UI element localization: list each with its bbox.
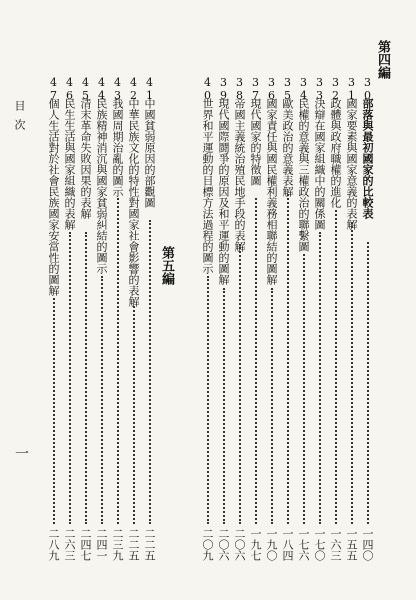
running-head: 目次 (13, 100, 26, 138)
entry-page: 一七〇 (313, 528, 326, 561)
entry-page: 二二五 (143, 528, 156, 561)
leader-dots (149, 220, 151, 524)
entry-number: 46 (63, 76, 76, 102)
entry-title: 世界和平運動的目標方法過程的圖示 (201, 98, 214, 274)
entry-title: 中國貧弱原因的部觀圖 (143, 98, 156, 208)
entry-number: 38 (233, 76, 246, 102)
folio: 一 (13, 446, 29, 460)
entry-title: 部落與最初國家的比較表 (361, 98, 374, 219)
entry-title: 歐美政治的意義表解 (281, 98, 294, 197)
entry-title: 民生生活與國家組織的表解 (63, 98, 76, 230)
entry-title: 個人生活對於社會民族國家安當性的圖解 (47, 98, 60, 296)
leader-dots (335, 210, 337, 524)
section-header-5: 第五編 (159, 246, 174, 285)
entry-page: 一九七 (249, 528, 262, 561)
leader-dots (271, 288, 273, 524)
entry-title: 民權的意義與三權政治的聯繫圖 (297, 98, 310, 252)
entry-number: 33 (313, 76, 326, 102)
entry-page: 二〇六 (217, 528, 230, 561)
entry-number: 30 (361, 76, 374, 102)
entry-title: 我國周期治亂的圖示 (111, 98, 124, 197)
leader-dots (287, 194, 289, 524)
entry-title: 國家要素與國家意義的表解 (345, 98, 358, 230)
entry-title: 國家責任與國民權利義務相聯結的圖解 (265, 98, 278, 285)
entry-page: 一七六 (297, 528, 310, 561)
entry-number: 44 (95, 76, 108, 102)
entry-page: 一九〇 (265, 528, 278, 561)
entry-number: 35 (281, 76, 294, 102)
leader-dots (255, 198, 257, 524)
entry-title: 現代國家的特徵圖 (249, 98, 262, 186)
entry-title: 清末革命失敗因果的表解 (79, 98, 92, 219)
entry-number: 41 (143, 76, 156, 102)
entry-page: 二八九 (47, 528, 60, 561)
leader-dots (53, 298, 55, 524)
leader-dots (351, 222, 353, 524)
entry-number: 36 (265, 76, 278, 102)
entry-page: 一六三 (329, 528, 342, 561)
entry-page: 一五五 (345, 528, 358, 561)
entry-title: 民族精神消沉與國家貧弱糾結的圖示 (95, 98, 108, 274)
leader-dots (319, 232, 321, 524)
entry-title: 決辯在國家組織中的關係圖 (313, 98, 326, 230)
leader-dots (223, 288, 225, 524)
entry-number: 34 (297, 76, 310, 102)
entry-number: 32 (329, 76, 342, 102)
entry-page: 二〇九 (201, 528, 214, 561)
leader-dots (69, 232, 71, 524)
entry-title: 中華民族文化的特性對國家社會影響的表解 (127, 98, 140, 307)
entry-page: 一八四 (281, 528, 294, 561)
entry-page: 二三九 (111, 528, 124, 561)
leader-dots (85, 232, 87, 524)
entry-page: 二四七 (79, 528, 92, 561)
leader-dots (239, 244, 241, 524)
entry-number: 43 (111, 76, 124, 102)
leader-dots (367, 242, 369, 524)
leader-dots (101, 276, 103, 524)
entry-number: 37 (249, 76, 262, 102)
section-header-4: 第四編 (375, 40, 390, 79)
leader-dots (207, 276, 209, 524)
entry-number: 39 (217, 76, 230, 102)
entry-number: 45 (79, 76, 92, 102)
entry-number: 47 (47, 76, 60, 102)
entry-page: 二二五 (127, 528, 140, 561)
entry-number: 42 (127, 76, 140, 102)
entry-title: 帝國主義統治殖民地手段的表解 (233, 98, 246, 252)
entry-number: 31 (345, 76, 358, 102)
leader-dots (117, 198, 119, 524)
entry-title: 政體與政府職權的進化 (329, 98, 342, 208)
entry-number: 40 (201, 76, 214, 102)
leader-dots (303, 254, 305, 524)
entry-page: 二〇六 (233, 528, 246, 561)
entry-page: 二四一 (95, 528, 108, 561)
entry-page: 二六三 (63, 528, 76, 561)
entry-page: 一四〇 (361, 528, 374, 561)
leader-dots (133, 306, 135, 524)
entry-title: 現代國際鬪爭的原因及和平運動的圖解 (217, 98, 230, 285)
